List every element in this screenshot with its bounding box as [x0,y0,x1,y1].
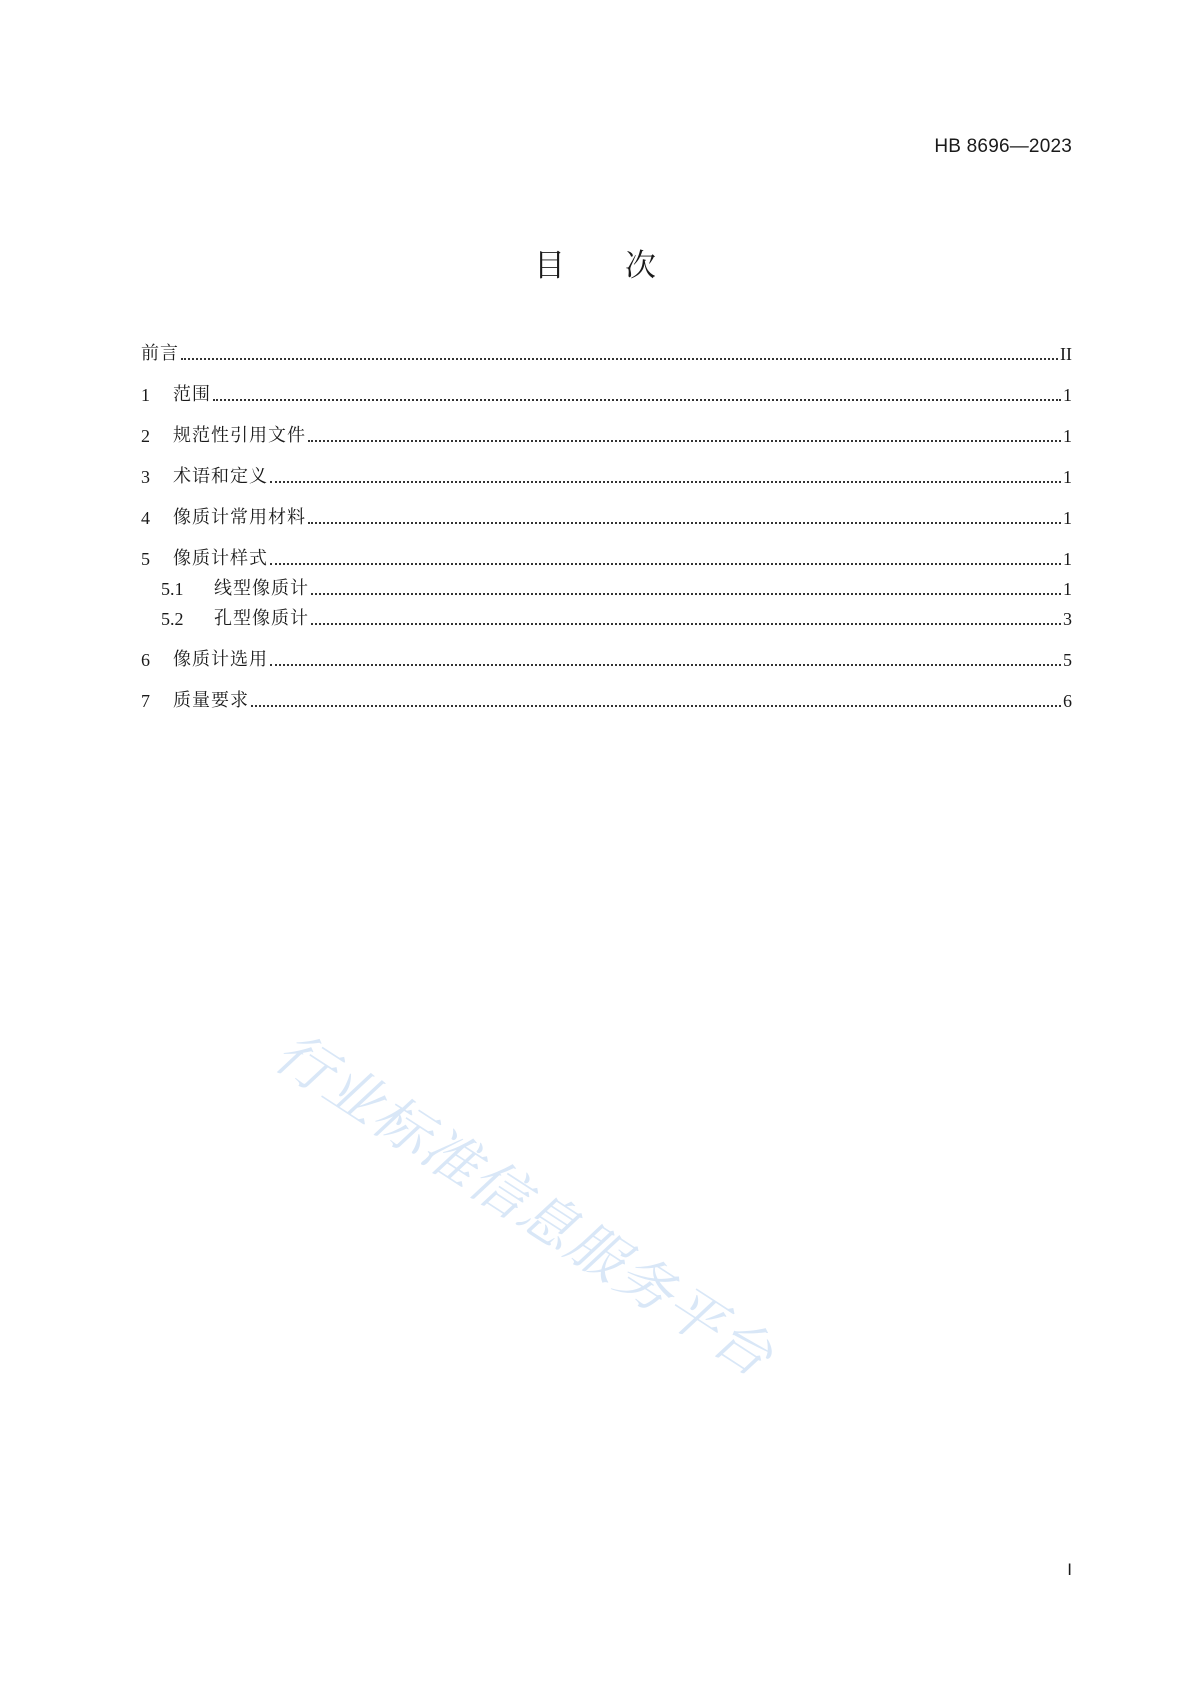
toc-entry-title: 术语和定义 [173,466,268,487]
toc-leader-dots [270,664,1061,666]
toc-entry-page: II [1060,344,1072,364]
toc-entry-title: 孔型像质计 [214,608,309,629]
toc-entry[interactable] [141,646,1072,674]
toc-entry-title: 前言 [141,343,179,364]
toc-entry[interactable] [141,545,1072,573]
toc-subentry[interactable] [141,575,1072,603]
toc-entry-number: 2 [141,426,150,446]
toc-leader-dots [270,563,1061,565]
toc-entry-number: 5 [141,549,150,569]
toc-title-char-1: 目 [534,248,565,284]
toc-entry-title: 规范性引用文件 [173,425,306,446]
toc-entry-page: 1 [1063,385,1072,405]
toc-entry-page: 6 [1063,691,1072,711]
toc-entry[interactable] [141,422,1072,450]
toc-entry-page: 1 [1063,426,1072,446]
toc-leader-dots [251,705,1061,707]
toc-entry-number: 3 [141,467,150,487]
toc-entry-page: 1 [1063,467,1072,487]
toc-leader-dots [181,358,1058,360]
toc-entry-title: 像质计选用 [173,649,268,670]
toc-entry-page: 1 [1063,549,1072,569]
toc-subentry[interactable] [141,605,1072,633]
toc-entry-title: 像质计常用材料 [173,507,306,528]
toc-leader-dots [308,440,1061,442]
toc-title-char-2: 次 [625,248,656,284]
toc-entry[interactable] [141,463,1072,491]
watermark: 行业标准信息服务平台 [263,1020,785,1391]
toc-entry-number: 6 [141,650,150,670]
toc-entry-page: 3 [1063,609,1072,629]
toc-entry[interactable] [141,504,1072,532]
toc-entry[interactable] [141,687,1072,715]
toc-entry-number: 5.2 [161,609,184,629]
toc-leader-dots [311,623,1061,625]
toc-entry-number: 5.1 [161,579,184,599]
toc-entry-number: 7 [141,691,150,711]
toc-entry-page: 1 [1063,508,1072,528]
toc-entry-title: 范围 [173,384,211,405]
toc-entry-page: 1 [1063,579,1072,599]
toc-entry-title: 质量要求 [173,690,249,711]
toc-entry-title: 像质计样式 [173,548,268,569]
toc-leader-dots [308,522,1061,524]
toc-title [0,240,1190,285]
page-number: I [1067,1560,1072,1579]
toc-entry-page: 5 [1063,650,1072,670]
toc-leader-dots [213,399,1061,401]
toc-leader-dots [270,481,1061,483]
toc-entry-number: 1 [141,385,150,405]
toc-entry-number: 4 [141,508,150,528]
toc-leader-dots [311,593,1061,595]
document-code: HB 8696—2023 [934,136,1072,157]
toc-entry[interactable] [141,340,1072,368]
toc-entry[interactable] [141,381,1072,409]
toc-entry-title: 线型像质计 [214,578,309,599]
